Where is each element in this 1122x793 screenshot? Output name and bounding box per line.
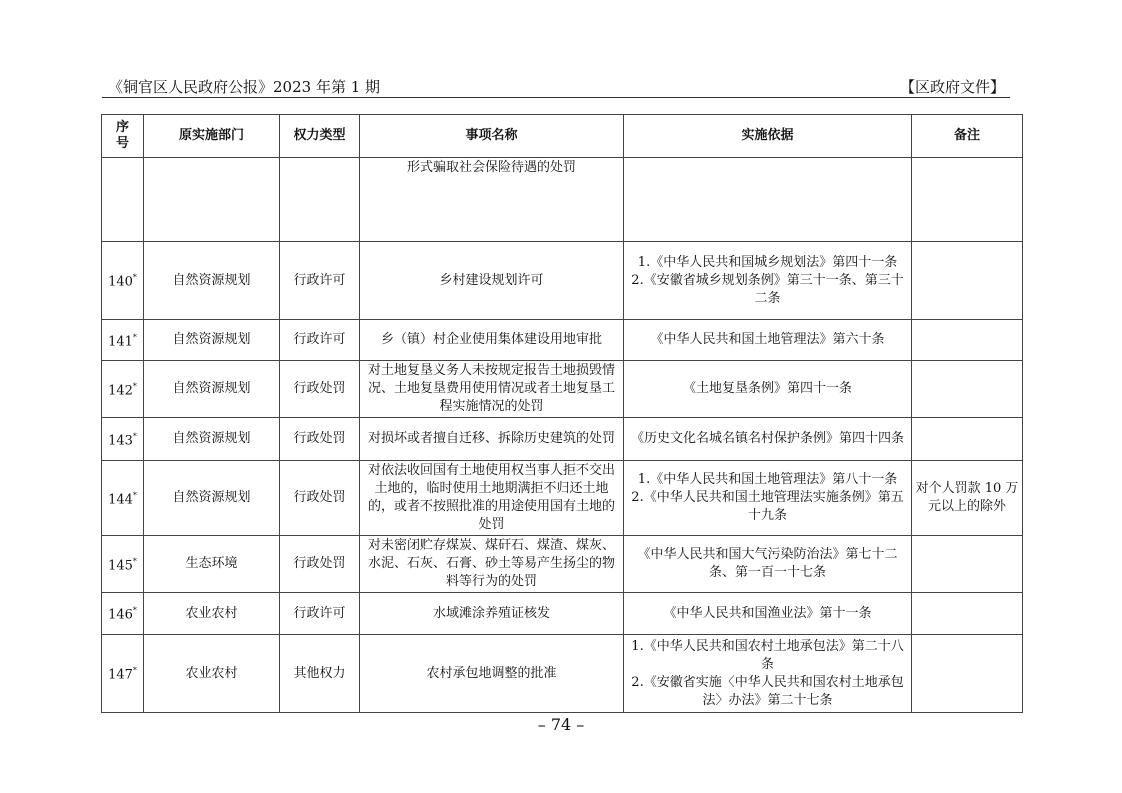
cell-type: 行政处罚: [280, 461, 360, 536]
cell-seq: [102, 536, 144, 593]
table-row: [102, 461, 1023, 536]
cell-item: 乡村建设规划许可: [360, 242, 624, 320]
seq-number: 141: [108, 334, 133, 350]
cell-basis: 《历史文化名城名镇名村保护条例》第四十四条: [624, 418, 912, 461]
seq-mark: *: [132, 431, 137, 441]
seq-mark: *: [132, 381, 137, 391]
cell-type: 行政许可: [280, 593, 360, 635]
seq-number: 147: [108, 667, 133, 683]
table-row: [102, 635, 1023, 713]
cell-type: 行政许可: [280, 242, 360, 320]
cell-dept: 农业农村: [144, 635, 280, 713]
cell-basis: 《中华人民共和国土地管理法》第六十条: [624, 320, 912, 361]
cell-seq: [102, 593, 144, 635]
table-row: [102, 158, 1023, 242]
cell-type: 行政许可: [280, 320, 360, 361]
cell-type: 其他权力: [280, 635, 360, 713]
header-dept: 原实施部门: [144, 115, 280, 158]
cell-basis: 1.《中华人民共和国土地管理法》第八十一条 2.《中华人民共和国土地管理法实施条例》第五十九条: [624, 461, 912, 536]
cell-dept: 自然资源规划: [144, 320, 280, 361]
cell-basis: 1.《中华人民共和国城乡规划法》第四十一条 2.《安徽省城乡规划条例》第三十一条、第三十二条: [624, 242, 912, 320]
cell-basis: 《土地复垦条例》第四十一条: [624, 361, 912, 418]
header-type: 权力类型: [280, 115, 360, 158]
cell-seq: [102, 361, 144, 418]
cell-seq: [102, 242, 144, 320]
cell-note: [912, 361, 1023, 418]
cell-dept: 自然资源规划: [144, 361, 280, 418]
cell-note: [912, 242, 1023, 320]
table-body: [102, 158, 1023, 713]
seq-number: 146: [108, 607, 133, 623]
table-row: [102, 593, 1023, 635]
cell-note: [912, 158, 1023, 242]
cell-dept: 自然资源规划: [144, 242, 280, 320]
cell-item: 对损坏或者擅自迁移、拆除历史建筑的处罚: [360, 418, 624, 461]
seq-number: 142: [108, 383, 133, 399]
cell-note: [912, 593, 1023, 635]
cell-basis: 《中华人民共和国渔业法》第十一条: [624, 593, 912, 635]
table-row: [102, 320, 1023, 361]
seq-mark: *: [132, 666, 137, 676]
cell-item: 形式骗取社会保险待遇的处罚: [360, 158, 624, 242]
cell-dept: 农业农村: [144, 593, 280, 635]
table-row: [102, 418, 1023, 461]
cell-item: 对未密闭贮存煤炭、煤矸石、煤渣、煤灰、水泥、石灰、石膏、砂土等易产生扬尘的物料等行为的处罚: [360, 536, 624, 593]
cell-seq: [102, 158, 144, 242]
seq-mark: *: [132, 490, 137, 500]
cell-item: 农村承包地调整的批准: [360, 635, 624, 713]
table-header-row: [102, 115, 1023, 158]
page-number: – 74 –: [537, 715, 585, 734]
cell-dept: 自然资源规划: [144, 461, 280, 536]
cell-seq: [102, 635, 144, 713]
cell-seq: [102, 461, 144, 536]
section-label: 【区政府文件】: [899, 78, 1005, 96]
cell-item: 乡（镇）村企业使用集体建设用地审批: [360, 320, 624, 361]
cell-dept: 生态环境: [144, 536, 280, 593]
cell-note: [912, 536, 1023, 593]
power-list-table: [101, 114, 1023, 713]
header-divider: [102, 97, 1010, 98]
cell-item: 对依法收回国有土地使用权当事人拒不交出土地的，临时使用土地期满拒不归还土地的，或者不按照批准的用途使用国有土地的处罚: [360, 461, 624, 536]
cell-item: 对土地复垦义务人未按规定报告土地损毁情况、土地复垦费用使用情况或者土地复垦工程实施情况的处罚: [360, 361, 624, 418]
seq-mark: *: [132, 556, 137, 566]
cell-basis: 1.《中华人民共和国农村土地承包法》第二十八条 2.《安徽省实施〈中华人民共和国农村土地承包法〉办法》第二十七条: [624, 635, 912, 713]
cell-basis: 《中华人民共和国大气污染防治法》第七十二条、第一百一十七条: [624, 536, 912, 593]
header-seq: 序号: [102, 115, 144, 158]
cell-dept: [144, 158, 280, 242]
cell-type: 行政处罚: [280, 536, 360, 593]
cell-note: [912, 418, 1023, 461]
seq-number: 143: [108, 433, 133, 449]
bulletin-title: 《铜官区人民政府公报》2023 年第 1 期: [108, 78, 381, 96]
seq-mark: *: [132, 273, 137, 283]
cell-type: 行政处罚: [280, 361, 360, 418]
seq-mark: *: [132, 606, 137, 616]
table-row: [102, 242, 1023, 320]
seq-number: 140: [108, 274, 133, 290]
cell-note: [912, 635, 1023, 713]
cell-note: [912, 320, 1023, 361]
cell-type: 行政处罚: [280, 418, 360, 461]
cell-seq: [102, 320, 144, 361]
header-note: 备注: [912, 115, 1023, 158]
cell-dept: 自然资源规划: [144, 418, 280, 461]
seq-number: 144: [108, 492, 133, 508]
cell-item: 水域滩涂养殖证核发: [360, 593, 624, 635]
seq-mark: *: [132, 332, 137, 342]
table-row: [102, 536, 1023, 593]
cell-seq: [102, 418, 144, 461]
header-item: 事项名称: [360, 115, 624, 158]
cell-note: 对个人罚款 10 万元以上的除外: [912, 461, 1023, 536]
cell-basis: [624, 158, 912, 242]
cell-type: [280, 158, 360, 242]
header-basis: 实施依据: [624, 115, 912, 158]
seq-number: 145: [108, 558, 133, 574]
table-row: [102, 361, 1023, 418]
